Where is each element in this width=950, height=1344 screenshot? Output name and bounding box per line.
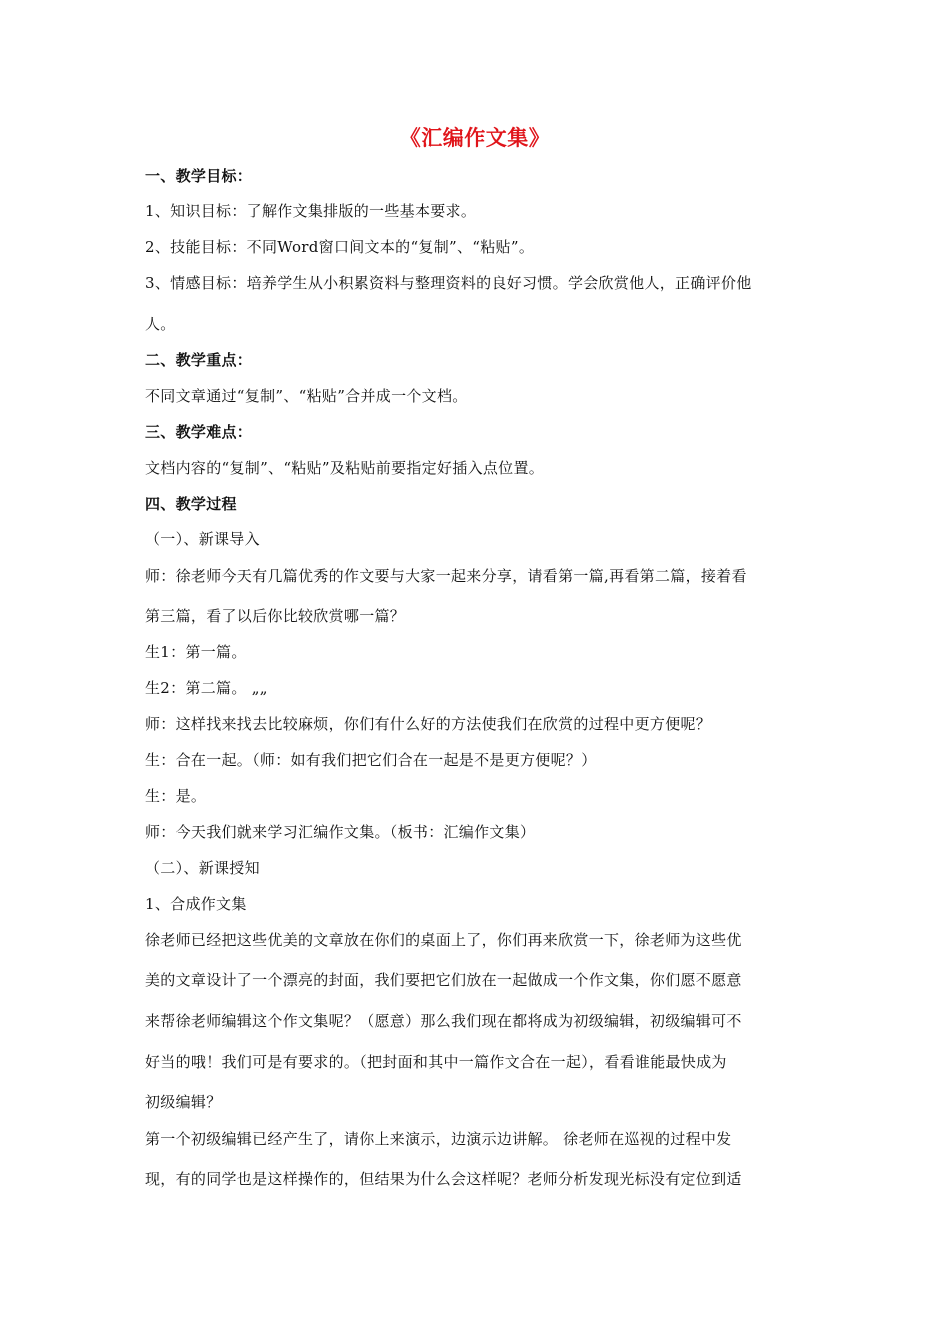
paragraph-line: 徐老师已经把这些优美的文章放在你们的桌面上了，你们再来欣赏一下，徐老师为这些优 xyxy=(145,931,742,949)
paragraph-line: 师：今天我们就来学习汇编作文集。（板书：汇编作文集） xyxy=(145,823,536,841)
paragraph-line: 第一个初级编辑已经产生了，请你上来演示，边演示边讲解。 徐老师在巡视的过程中发 xyxy=(145,1130,732,1148)
paragraph-line: 1、合成作文集 xyxy=(145,895,247,913)
heading-difficulties: 三、教学难点： xyxy=(145,423,253,441)
paragraph-line: 3、情感目标：培养学生从小积累资料与整理资料的良好习惯。学会欣赏他人，正确评价他 xyxy=(145,274,752,292)
paragraph-line: 来帮徐老师编辑这个作文集呢？（愿意）那么我们现在都将成为初级编辑，初级编辑可不 xyxy=(145,1012,742,1030)
paragraph-line: 生：合在一起。（师：如有我们把它们合在一起是不是更方便呢？） xyxy=(145,751,597,769)
heading-process: 四、教学过程 xyxy=(145,495,237,513)
heading-objectives: 一、教学目标： xyxy=(145,167,253,185)
paragraph-line: 好当的哦！我们可是有要求的。（把封面和其中一篇作文合在一起），看看谁能最快成为 xyxy=(145,1053,727,1071)
paragraph-line: 文档内容的“复制”、“粘贴”及粘贴前要指定好插入点位置。 xyxy=(145,459,545,477)
paragraph-line: 1、知识目标：了解作文集排版的一些基本要求。 xyxy=(145,202,477,220)
paragraph-line: 生1：第一篇。 xyxy=(145,643,247,661)
subheading-intro: （一）、新课导入 xyxy=(145,530,260,548)
paragraph-line: 不同文章通过“复制”、“粘贴”合并成一个文档。 xyxy=(145,387,468,405)
heading-key-points: 二、教学重点： xyxy=(145,351,253,369)
paragraph-line: 生：是。 xyxy=(145,787,207,805)
paragraph-line: 师：徐老师今天有几篇优秀的作文要与大家一起来分享，请看第一篇,再看第二篇，接着看 xyxy=(145,567,747,585)
paragraph-line: 2、技能目标：不同Word窗口间文本的“复制”、“粘贴”。 xyxy=(145,238,535,256)
document-title: 《汇编作文集》 xyxy=(399,126,551,150)
subheading-new-lesson: （二）、新课授知 xyxy=(145,859,260,877)
paragraph-line: 第三篇，看了以后你比较欣赏哪一篇？ xyxy=(145,607,406,625)
paragraph-line: 人。 xyxy=(145,315,176,333)
paragraph-line: 师：这样找来找去比较麻烦，你们有什么好的方法使我们在欣赏的过程中更方便呢？ xyxy=(145,715,712,733)
paragraph-line: 现，有的同学也是这样操作的，但结果为什么会这样呢？老师分析发现光标没有定位到适 xyxy=(145,1170,742,1188)
paragraph-line: 初级编辑？ xyxy=(145,1093,222,1111)
paragraph-line: 生2：第二篇。 „„ xyxy=(145,679,268,697)
paragraph-line: 美的文章设计了一个漂亮的封面，我们要把它们放在一起做成一个作文集，你们愿不愿意 xyxy=(145,971,742,989)
